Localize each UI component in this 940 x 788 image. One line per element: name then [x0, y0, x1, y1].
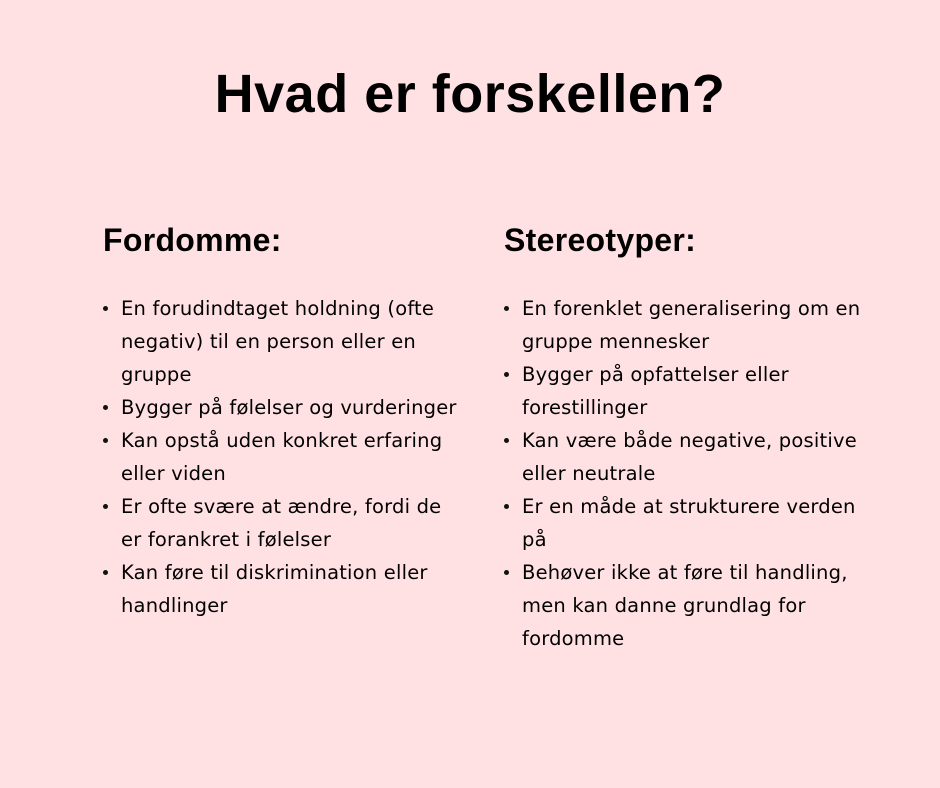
- list-item: [504, 358, 884, 424]
- list-item-text: Er en måde at strukturere verden på: [522, 495, 856, 551]
- list-item: [504, 292, 884, 358]
- list-item: [103, 391, 463, 424]
- bullet-list-fordomme: [103, 292, 463, 622]
- bullet-icon: [103, 405, 108, 410]
- column-fordomme: [103, 218, 463, 622]
- bullet-icon: [504, 306, 509, 311]
- bullet-icon: [504, 570, 509, 575]
- bullet-icon: [103, 570, 108, 575]
- list-item: [103, 556, 463, 622]
- bullet-icon: [103, 306, 108, 311]
- column-heading-stereotyper: Stereotyper:: [504, 222, 697, 258]
- list-item-text: Kan opstå uden konkret erfaring eller viden: [121, 429, 443, 485]
- page-title: Hvad er forskellen?: [214, 64, 726, 124]
- list-item: [103, 292, 463, 391]
- bullet-list-stereotyper: [504, 292, 884, 655]
- bullet-icon: [504, 438, 509, 443]
- list-item-text: Behøver ikke at føre til handling, men kan danne grundlag for fordomme: [522, 561, 848, 650]
- bullet-icon: [103, 438, 108, 443]
- list-item-text: Kan være både negative, positive eller neutrale: [522, 429, 857, 485]
- list-item: [103, 424, 463, 490]
- list-item: [504, 556, 884, 655]
- list-item-text: Bygger på opfattelser eller forestillinger: [522, 363, 789, 419]
- bullet-icon: [504, 372, 509, 377]
- list-item-text: Er ofte svære at ændre, fordi de er forankret i følelser: [121, 495, 442, 551]
- list-item: [504, 424, 884, 490]
- list-item-text: En forudindtaget holdning (ofte negativ) til en person eller en gruppe: [121, 297, 435, 386]
- list-item-text: Bygger på følelser og vurderinger: [121, 396, 457, 419]
- column-heading-fordomme: Fordomme:: [103, 222, 282, 258]
- bullet-icon: [103, 504, 108, 509]
- list-item: [504, 490, 884, 556]
- list-item: [103, 490, 463, 556]
- list-item-text: Kan føre til diskrimination eller handlinger: [121, 561, 428, 617]
- list-item-text: En forenklet generalisering om en gruppe mennesker: [522, 297, 861, 353]
- bullet-icon: [504, 504, 509, 509]
- column-stereotyper: [504, 218, 884, 655]
